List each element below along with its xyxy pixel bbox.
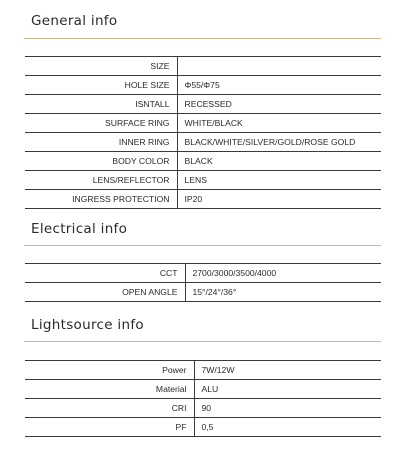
row-label: OPEN ANGLE — [25, 283, 185, 302]
section-rule — [24, 245, 381, 246]
table-row — [25, 418, 381, 437]
table-row — [25, 76, 381, 95]
lightsource-info-table — [25, 360, 381, 437]
table-row — [25, 95, 381, 114]
row-label: ISNTALL — [25, 95, 177, 114]
row-label: CRI — [25, 399, 194, 418]
row-value: LENS — [177, 171, 381, 190]
table-row — [25, 380, 381, 399]
section-rule — [24, 341, 381, 342]
table-row — [25, 190, 381, 209]
row-value: WHITE/BLACK — [177, 114, 381, 133]
section-title-general: General info — [31, 13, 118, 29]
row-value — [177, 57, 381, 76]
row-value: BLACK — [177, 152, 381, 171]
table-row — [25, 399, 381, 418]
row-label: Material — [25, 380, 194, 399]
general-info-table — [25, 56, 381, 209]
table-row — [25, 171, 381, 190]
row-value: 15°/24°/36° — [185, 283, 381, 302]
row-label: CCT — [25, 264, 185, 283]
row-label: HOLE SIZE — [25, 76, 177, 95]
row-value: 7W/12W — [194, 361, 381, 380]
row-value: 0,5 — [194, 418, 381, 437]
row-label: SURFACE RING — [25, 114, 177, 133]
table-row — [25, 152, 381, 171]
section-title-electrical: Electrical info — [31, 221, 128, 237]
row-value: 2700/3000/3500/4000 — [185, 264, 381, 283]
row-value: 90 — [194, 399, 381, 418]
section-title-lightsource: Lightsource info — [31, 317, 144, 333]
row-label: LENS/REFLECTOR — [25, 171, 177, 190]
table-row — [25, 264, 381, 283]
row-value: BLACK/WHITE/SILVER/GOLD/ROSE GOLD — [177, 133, 381, 152]
section-rule — [24, 38, 381, 39]
electrical-info-table — [25, 263, 381, 302]
row-label: PF — [25, 418, 194, 437]
row-label: INNER RING — [25, 133, 177, 152]
row-label: INGRESS PROTECTION — [25, 190, 177, 209]
row-label: BODY COLOR — [25, 152, 177, 171]
table-row — [25, 133, 381, 152]
row-value: IP20 — [177, 190, 381, 209]
table-row — [25, 114, 381, 133]
row-value: Φ55/Φ75 — [177, 76, 381, 95]
row-label: SIZE — [25, 57, 177, 76]
table-row — [25, 283, 381, 302]
row-label: Power — [25, 361, 194, 380]
table-row — [25, 57, 381, 76]
table-row — [25, 361, 381, 380]
row-value: ALU — [194, 380, 381, 399]
row-value: RECESSED — [177, 95, 381, 114]
